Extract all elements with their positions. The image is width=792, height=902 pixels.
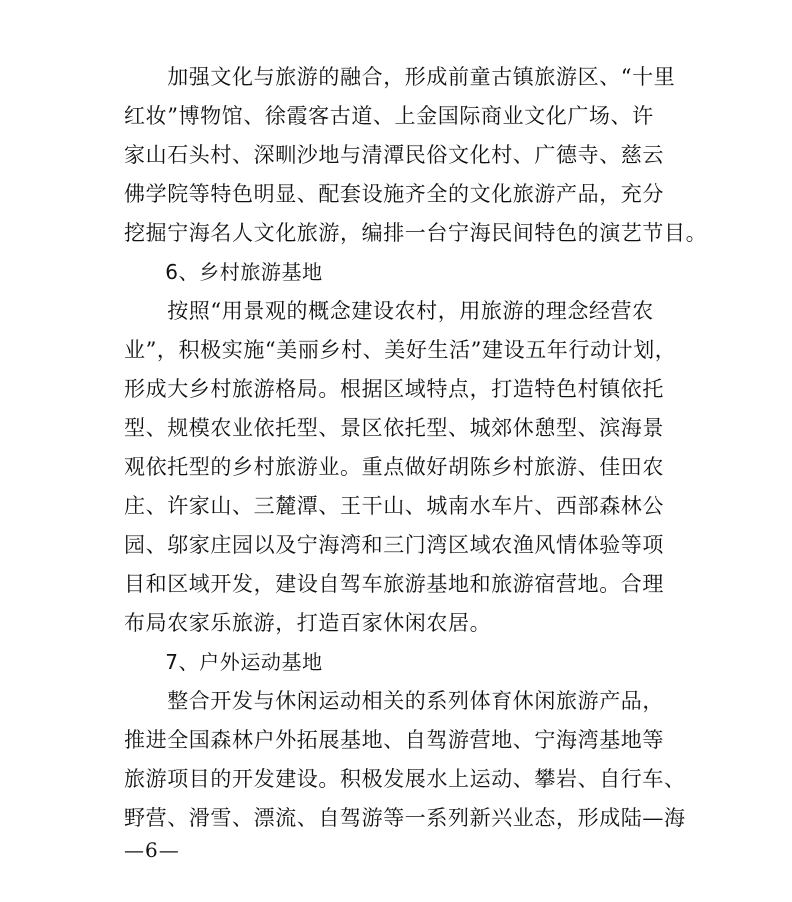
text-line: 红妆”博物馆、徐霞客古道、上金国际商业文化广场、许 <box>124 104 654 128</box>
text-line: 野营、滑雪、漂流、自驾游等一系列新兴业态，形成陆—海 <box>124 806 686 830</box>
section-heading-rural-tourism: 6、乡村旅游基地 <box>124 260 323 284</box>
text-line: 挖掘宁海名人文化旅游，编排一台宁海民间特色的演艺节目。 <box>124 221 708 245</box>
text-line: 型、规模农业依托型、景区依托型、城郊休憩型、滨海景 <box>124 416 664 440</box>
text-line: 目和区域开发，建设自驾车旅游基地和旅游宿营地。合理 <box>124 572 664 596</box>
text-line: 推进全国森林户外拓展基地、自驾游营地、宁海湾基地等 <box>124 728 664 752</box>
text-line: 佛学院等特色明显、配套设施齐全的文化旅游产品，充分 <box>124 182 664 206</box>
page-number: —6— <box>124 838 180 862</box>
text-line: 整合开发与休闲运动相关的系列体育休闲旅游产品， <box>124 689 664 713</box>
text-line: 观依托型的乡村旅游业。重点做好胡陈乡村旅游、佳田农 <box>124 455 664 479</box>
section-heading-outdoor-sports: 7、户外运动基地 <box>124 650 323 674</box>
text-line: 庄、许家山、三麓潭、王干山、城南水车片、西部森林公 <box>124 494 664 518</box>
text-line: 形成大乡村旅游格局。根据区域特点，打造特色村镇依托 <box>124 377 664 401</box>
text-line: 家山石头村、深甽沙地与清潭民俗文化村、广德寺、慈云 <box>124 143 664 167</box>
text-line: 园、邬家庄园以及宁海湾和三门湾区域农渔风情体验等项 <box>124 533 664 557</box>
text-line: 业”，积极实施“美丽乡村、美好生活”建设五年行动计划， <box>124 338 677 362</box>
text-line: 按照“用景观的概念建设农村，用旅游的理念经营农 <box>124 299 654 323</box>
text-line: 加强文化与旅游的融合，形成前童古镇旅游区、“十里 <box>124 65 676 89</box>
text-line: 布局农家乐旅游，打造百家休闲农居。 <box>124 611 492 635</box>
text-line: 旅游项目的开发建设。积极发展水上运动、攀岩、自行车、 <box>124 767 686 791</box>
